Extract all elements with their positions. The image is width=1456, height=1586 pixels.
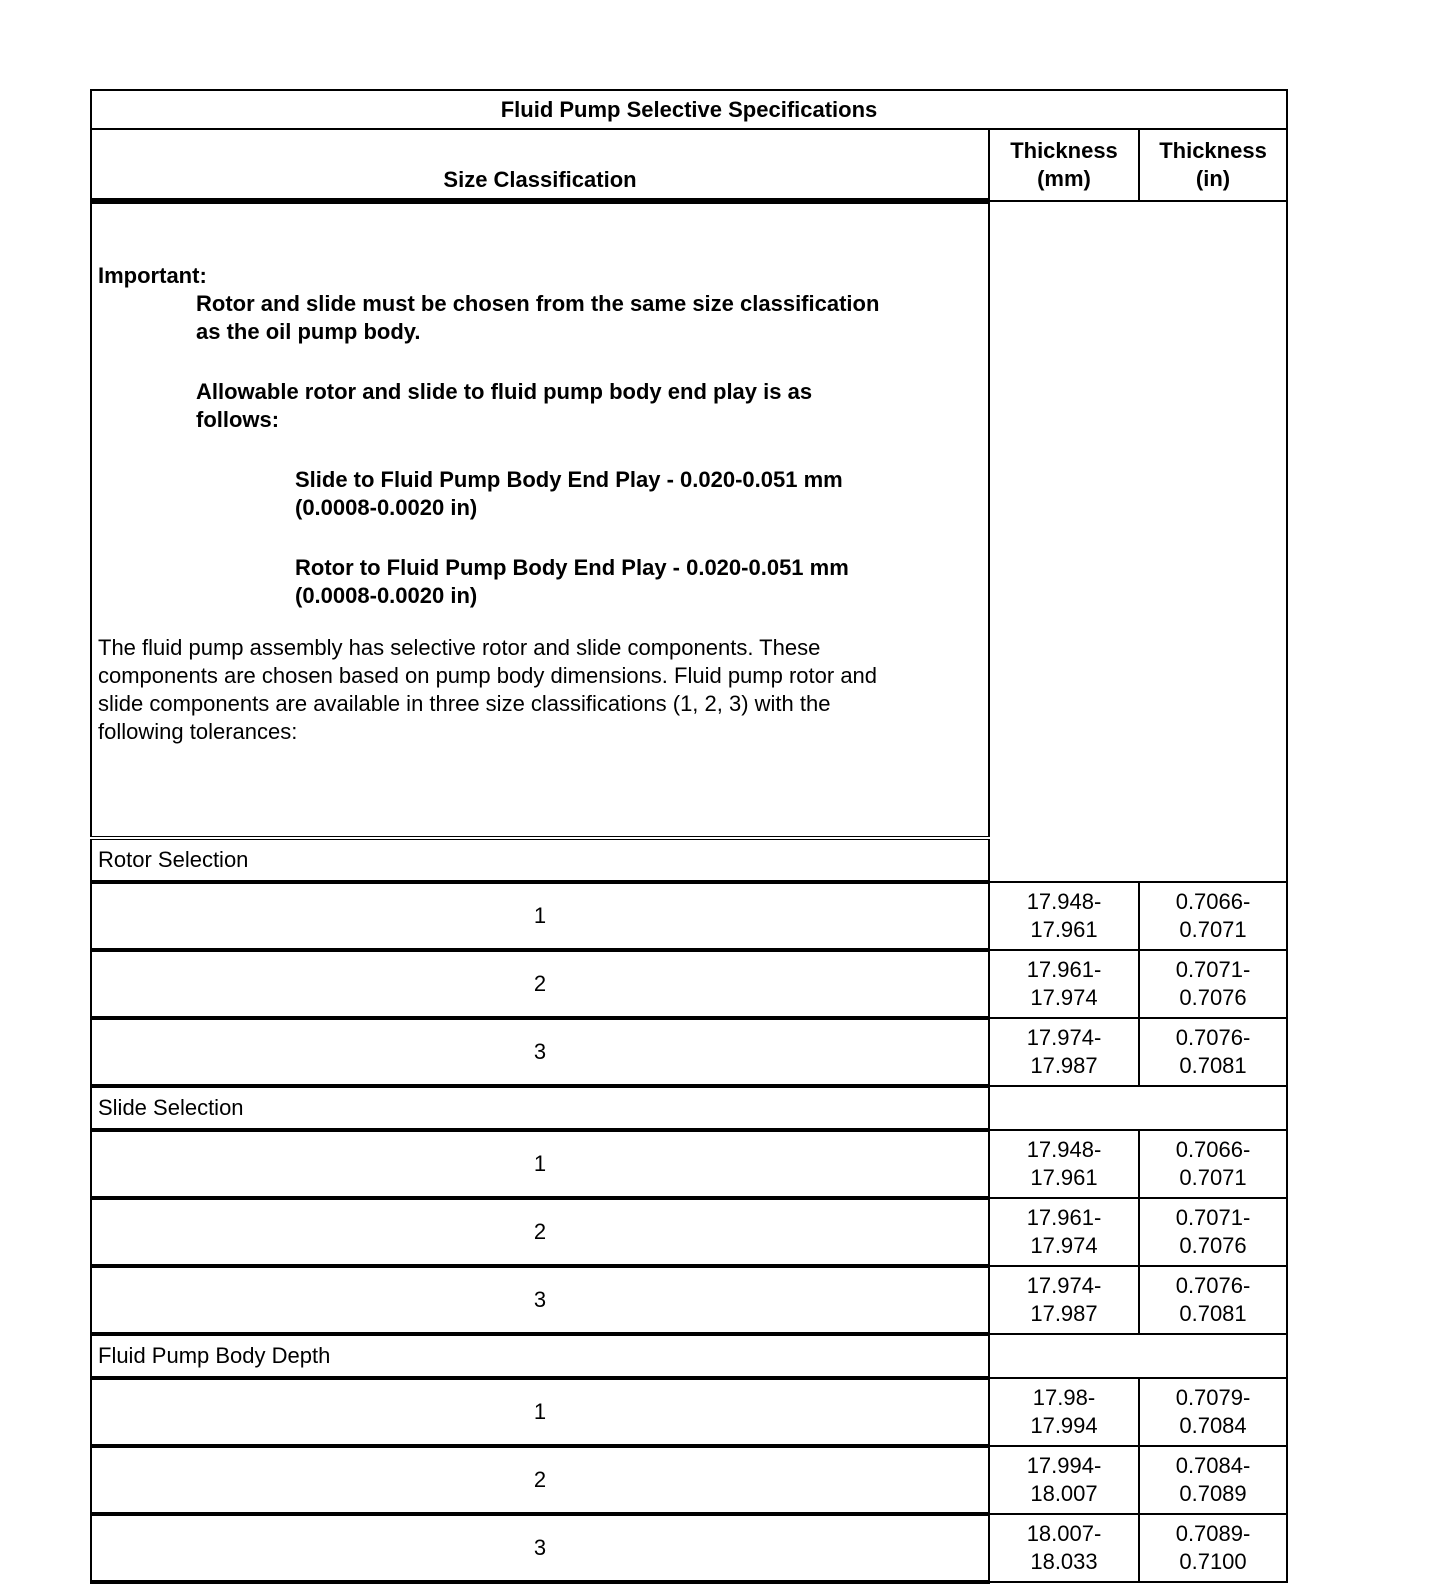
note-rotor-end-play-line1: Rotor to Fluid Pump Body End Play - 0.020-0.051 mm	[295, 555, 849, 580]
value-line: 17.994	[1030, 1413, 1098, 1438]
slide-size-1-mm	[989, 1130, 1139, 1198]
table-title: Fluid Pump Selective Specifications	[91, 90, 1287, 129]
header-thickness-in	[1139, 129, 1287, 201]
slide-size-3-mm	[989, 1266, 1139, 1334]
rotor-size-2-mm	[989, 950, 1139, 1018]
body-size-1-mm	[989, 1378, 1139, 1446]
value-line: 17.974-	[1026, 1273, 1102, 1298]
value-line: 18.007	[1030, 1481, 1098, 1506]
value-line: 0.7089-	[1175, 1521, 1251, 1546]
value-line: 0.7084-	[1175, 1453, 1251, 1478]
slide-size-1-in	[1139, 1130, 1287, 1198]
value-line: 0.7100	[1179, 1549, 1247, 1574]
value-line: 0.7081	[1179, 1301, 1247, 1326]
note-description-line2: components are chosen based on pump body dimensions. Fluid pump rotor and	[98, 663, 878, 688]
value-line: 0.7076-	[1175, 1273, 1251, 1298]
header-thickness-in-line1: Thickness	[1159, 138, 1267, 163]
value-line: 0.7071	[1179, 917, 1247, 942]
value-line: 0.7089	[1179, 1481, 1247, 1506]
value-line: 0.7071	[1179, 1165, 1247, 1190]
section-label-rotor: Rotor Selection	[91, 838, 989, 882]
section-blank-cell	[989, 1086, 1287, 1130]
section-blank-cell	[989, 1334, 1287, 1378]
header-size-classification: Size Classification	[91, 129, 989, 201]
value-line: 17.948-	[1026, 1137, 1102, 1162]
rotor-size-1: 1	[91, 882, 989, 950]
value-line: 17.98-	[1032, 1385, 1096, 1410]
value-line: 17.961	[1030, 1165, 1098, 1190]
value-line: 17.961-	[1026, 957, 1102, 982]
note-rotor-end-play-line2: (0.0008-0.0020 in)	[295, 583, 478, 608]
note-description-line3: slide components are available in three size classifications (1, 2, 3) with the	[98, 691, 831, 716]
body-size-3-in	[1139, 1514, 1287, 1582]
table-row	[91, 1198, 1287, 1266]
value-line: 0.7066-	[1175, 889, 1251, 914]
value-line: 0.7066-	[1175, 1137, 1251, 1162]
value-line: 17.974-	[1026, 1025, 1102, 1050]
rotor-size-3-in	[1139, 1018, 1287, 1086]
note-same-size-line1: Rotor and slide must be chosen from the same size classification	[196, 291, 880, 316]
note-slide-end-play-line2: (0.0008-0.0020 in)	[295, 495, 478, 520]
value-line: 17.994-	[1026, 1453, 1102, 1478]
slide-size-3: 3	[91, 1266, 989, 1334]
value-line: 17.974	[1030, 985, 1098, 1010]
value-line: 17.987	[1030, 1053, 1098, 1078]
value-line: 17.974	[1030, 1233, 1098, 1258]
value-line: 0.7076	[1179, 1233, 1247, 1258]
table-row	[91, 950, 1287, 1018]
body-size-2-mm	[989, 1446, 1139, 1514]
value-line: 0.7079-	[1175, 1385, 1251, 1410]
body-size-1: 1	[91, 1378, 989, 1446]
value-line: 17.961	[1030, 917, 1098, 942]
slide-size-1: 1	[91, 1130, 989, 1198]
body-size-2: 2	[91, 1446, 989, 1514]
value-line: 0.7071-	[1175, 1205, 1251, 1230]
note-end-play-line2: follows:	[196, 407, 280, 432]
note-end-play-line1: Allowable rotor and slide to fluid pump body end play is as	[196, 379, 813, 404]
body-size-3-mm	[989, 1514, 1139, 1582]
rotor-size-3: 3	[91, 1018, 989, 1086]
header-thickness-in-line2: (in)	[1195, 166, 1231, 191]
header-thickness-mm-line1: Thickness	[1010, 138, 1118, 163]
slide-size-3-in	[1139, 1266, 1287, 1334]
important-label: Important:	[98, 263, 207, 288]
value-line: 17.948-	[1026, 889, 1102, 914]
note-description-line4: following tolerances:	[98, 719, 298, 744]
section-label-slide: Slide Selection	[91, 1086, 989, 1130]
body-size-1-in	[1139, 1378, 1287, 1446]
value-line: 18.033	[1030, 1549, 1098, 1574]
value-line: 0.7071-	[1175, 957, 1251, 982]
note-slide-end-play-line1: Slide to Fluid Pump Body End Play - 0.020-0.051 mm	[295, 467, 843, 492]
header-thickness-mm	[989, 129, 1139, 201]
header-thickness-mm-line2: (mm)	[1037, 166, 1091, 191]
rotor-size-1-in	[1139, 882, 1287, 950]
rotor-size-2-in	[1139, 950, 1287, 1018]
fluid-pump-spec-table	[90, 89, 1288, 1584]
note-same-size-line2: as the oil pump body.	[196, 319, 421, 344]
table-row	[91, 1266, 1287, 1334]
table-row	[91, 882, 1287, 950]
table-row	[91, 1514, 1287, 1582]
note-description-line1: The fluid pump assembly has selective rotor and slide components. These	[98, 635, 821, 660]
body-size-3: 3	[91, 1514, 989, 1582]
table-row	[91, 1378, 1287, 1446]
slide-size-2: 2	[91, 1198, 989, 1266]
notes-blank-cell	[989, 201, 1287, 882]
value-line: 0.7076-	[1175, 1025, 1251, 1050]
value-line: 0.7076	[1179, 985, 1247, 1010]
rotor-size-2: 2	[91, 950, 989, 1018]
table-row	[91, 1130, 1287, 1198]
section-label-body-depth: Fluid Pump Body Depth	[91, 1334, 989, 1378]
slide-size-2-in	[1139, 1198, 1287, 1266]
slide-size-2-mm	[989, 1198, 1139, 1266]
rotor-size-3-mm	[989, 1018, 1139, 1086]
value-line: 18.007-	[1026, 1521, 1102, 1546]
value-line: 17.987	[1030, 1301, 1098, 1326]
rotor-size-1-mm	[989, 882, 1139, 950]
notes-cell	[91, 201, 989, 838]
note-description	[98, 634, 982, 746]
value-line: 17.961-	[1026, 1205, 1102, 1230]
body-size-2-in	[1139, 1446, 1287, 1514]
table-row	[91, 1018, 1287, 1086]
value-line: 0.7084	[1179, 1413, 1247, 1438]
value-line: 0.7081	[1179, 1053, 1247, 1078]
table-row	[91, 1446, 1287, 1514]
